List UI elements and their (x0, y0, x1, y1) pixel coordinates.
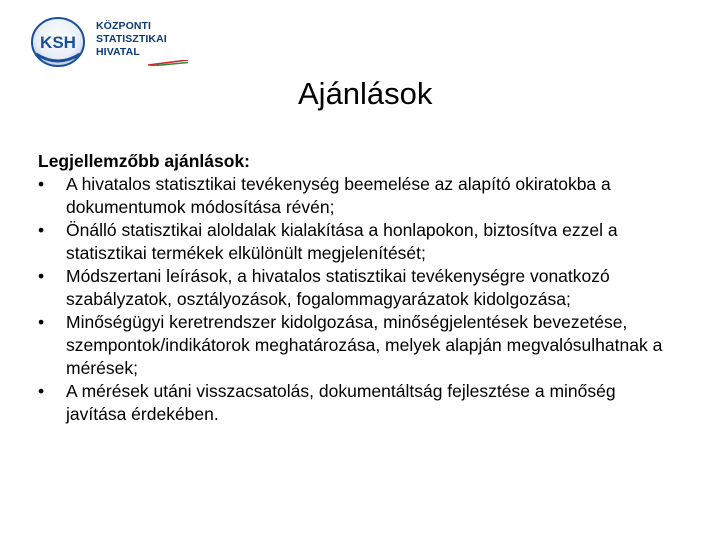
logo-line-1: KÖZPONTI (96, 20, 152, 32)
list-item-text: Minőségügyi keretrendszer kidolgozása, minőségjelentések bevezetése, szempontok/indikátorok meghatározása, melyek alapján megvalósulhatnak a mérések; (66, 312, 663, 378)
bullet-icon: • (38, 174, 45, 194)
list-item-text: Módszertani leírások, a hivatalos statisztikai tevékenységre vonatkozó szabályzatok, osztályozások, fogalommagyarázatok kidolgozása; (66, 266, 610, 309)
list-item-text: Önálló statisztikai aloldalak kialakítása a honlapokon, biztosítva ezzel a statisztikai termékek elkülönült megjelenítését; (66, 220, 618, 263)
bullet-icon: • (38, 312, 45, 332)
recommendation-list (38, 173, 678, 426)
bullet-icon: • (38, 381, 45, 401)
list-item (38, 380, 678, 426)
content-body (38, 150, 678, 426)
logo-line-3: HIVATAL (96, 46, 140, 58)
list-item-text: A mérések utáni visszacsatolás, dokumentáltság fejlesztése a minőség javítása érdekében. (66, 381, 616, 424)
bullet-icon: • (38, 266, 45, 286)
list-item (38, 311, 678, 380)
ksh-badge-icon (30, 16, 86, 68)
flag-stripes-icon (148, 60, 188, 66)
list-item (38, 173, 678, 219)
bullet-icon: • (38, 220, 45, 240)
logo-wordmark (96, 20, 186, 59)
list-item-text: A hivatalos statisztikai tevékenység beemelése az alapító okiratokba a dokumentumok módosítása révén; (66, 174, 611, 217)
logo-line-2: STATISZTIKAI (96, 33, 167, 45)
list-item (38, 265, 678, 311)
section-heading: Legjellemzőbb ajánlások: (38, 151, 250, 171)
page-title: Ajánlások (298, 76, 433, 111)
ksh-logo (30, 14, 180, 70)
badge-text: KSH (40, 33, 76, 52)
list-item (38, 219, 678, 265)
